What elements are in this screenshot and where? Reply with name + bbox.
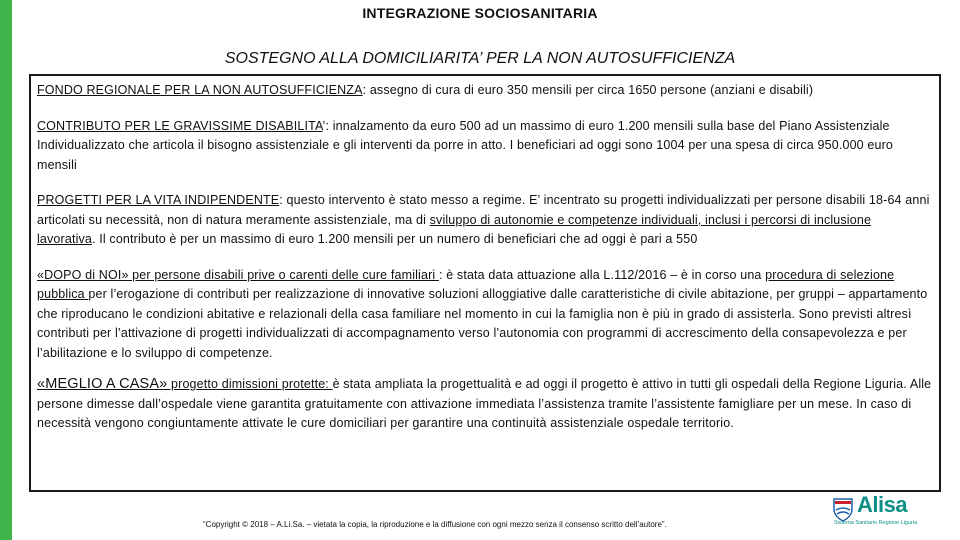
content-box (29, 74, 941, 492)
paragraph-dopo (37, 266, 933, 364)
paragraph-fondo (37, 81, 933, 101)
heading-progetti: PROGETTI PER LA VITA INDIPENDENTE (37, 193, 280, 207)
text-contributo: ’: innalzamento da euro 500 ad un massimo di euro 1.200 mensili sulla base del Piano Assistenziale Individualizzato che articola il bisogno assistenziale e gli interventi da porre in atto. I beneficiari ad oggi sono 1004 per una spesa di circa 950.000 euro mensili (37, 118, 894, 172)
text-meglio: è stata ampliata la progettualità e ad oggi il progetto è attivo in tutti gli ospedali della Regione Liguria. Alle persone dimesse dall’ospedale viene garantita gratuitamente con attivazione immediata l’assistenza tramite l’assistente famigliare per un mese. In caso di necessità vengono congiuntamente attivate le cure domiciliari per garantire una continuità assistenziale ospedale territorio. (37, 377, 932, 430)
paragraph-meglio (37, 375, 933, 434)
copyright-footer: “Copyright © 2018 – A.Li.Sa. – vietata la copia, la riproduzione e la diffusione con ogni mezzo senza il consenso scritto dell’autore”. (203, 520, 667, 529)
text-progetti-2: . Il contributo è per un massimo di euro 1.200 mensili per un numero di beneficiari che ad oggi è pari a 550 (92, 232, 698, 246)
text-progetti-1: : questo intervento è stato messo a regime. E’ incentrato su progetti individualizzati per persone disabili 18-64 anni articolati su necessità, non di natura meramente assistenziale, ma di (37, 193, 930, 227)
slide-subtitle: SOSTEGNO ALLA DOMICILIARITA’ PER LA NON AUTOSUFFICIENZA (224, 50, 736, 67)
heading-meglio-2: progetto dimissioni protette: (167, 377, 333, 391)
text-dopo-1: : è stata data attuazione alla L.112/2016 – è in corso una (438, 267, 766, 282)
text-dopo-2: per l’erogazione di contributi per realizzazione di innovative soluzioni alloggiative dalle caratteristiche di civile abitazione, per gruppi – appartamento che riproducano le condizioni abitative e relazionali della casa familiare nel momento in cui la famiglia non è più in grado di assisterla. Sono previsti altresì contributi per l’attivazione di progetti individualizzati di accompagnamento verso l’autonomia con programmi di accrescimento della consapevolezza e per l’abilitazione e lo sviluppo di competenze. (37, 287, 928, 360)
logo-wordmark: Alisa (857, 492, 908, 517)
slide-title: INTEGRAZIONE SOCIOSANITARIA (362, 5, 598, 21)
heading-fondo: FONDO REGIONALE PER LA NON AUTOSUFFICIENZA (37, 83, 363, 97)
accent-side-bar (0, 0, 12, 540)
underlined-dopo: procedura di selezione pubblica (37, 267, 895, 301)
text-fondo: : assegno di cura di euro 350 mensili per circa 1650 persone (anziani e disabili) (362, 83, 814, 97)
underlined-progetti: sviluppo di autonomie e competenze individuali, inclusi i percorsi di inclusione lavorativa (37, 212, 872, 246)
heading-meglio: «MEGLIO A CASA» (37, 376, 168, 392)
paragraph-contributo (37, 117, 933, 176)
coat-of-arms-icon (832, 496, 854, 522)
heading-contributo: CONTRIBUTO PER LE GRAVISSIME DISABILITA (37, 118, 323, 133)
heading-dopo: «DOPO di NOI» per persone disabili prive o carenti delle cure familiari (37, 267, 439, 282)
paragraph-progetti (37, 191, 933, 250)
alisa-logo (832, 494, 927, 530)
logo-tagline: Sistema Sanitario Regione Liguria (834, 520, 918, 526)
